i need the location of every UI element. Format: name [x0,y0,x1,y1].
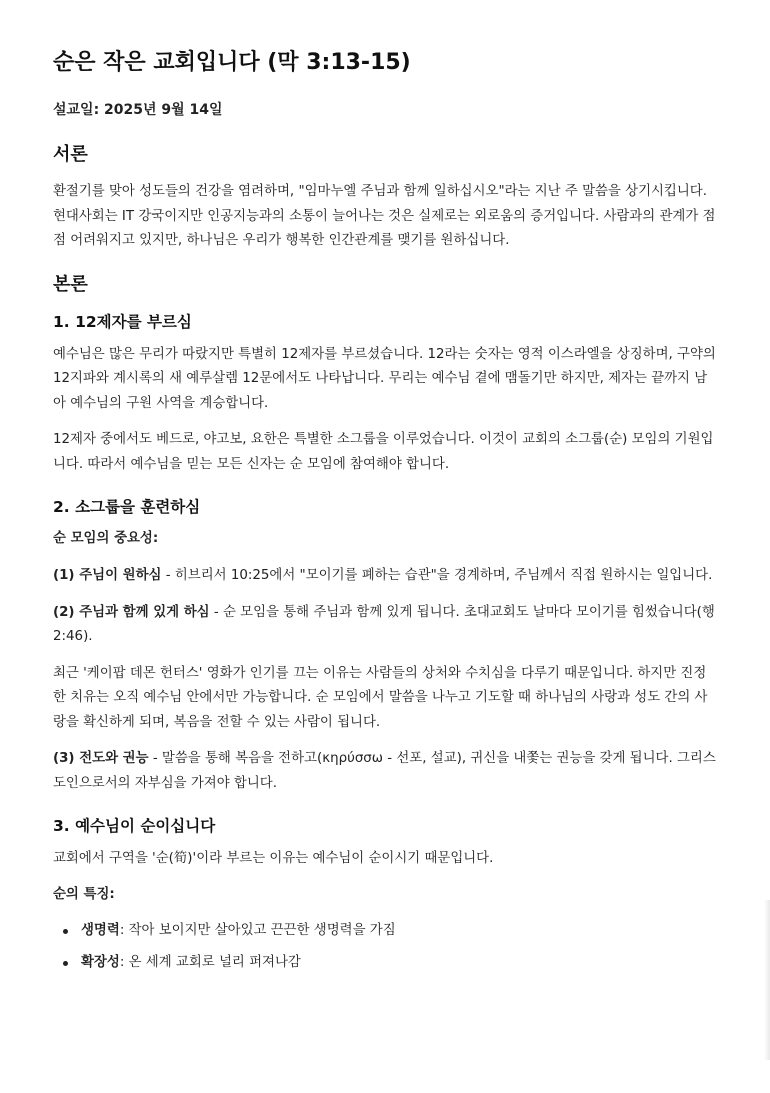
point-2-label: (2) 주님과 함께 있게 하심 [53,604,210,620]
point-1 [53,564,717,589]
section3-heading: 3. 예수님이 순이십니다 [53,817,216,835]
list-item [81,920,717,942]
point-3-text: - 말씀을 통해 복음을 전하고(κηρύσσω - 선포, 설교), 귀신을 내쫓는 권능을 갖게 됩니다. 그리스도인으로서의 자부심을 가져야 합니다. [53,751,716,791]
page-title: 순은 작은 교회입니다 (막 3:13-15) [53,50,411,75]
features-list [53,920,717,974]
feature-text: : 작아 보이지만 살아있고 끈끈한 생명력을 가짐 [119,922,396,938]
feature-term: 생명력 [81,922,120,938]
section3-paragraph: 교회에서 구역을 '순(筍)'이라 부르는 이유는 예수님이 순이시기 때문입니다. [53,851,494,866]
point-3-label: (3) 전도와 권능 [53,751,149,766]
feature-term: 확장성 [81,954,120,970]
section2-subheading: 순 모임의 중요성: [53,531,159,546]
intro-paragraph: 환절기를 맞아 성도들의 건강을 염려하며, "임마누엘 주님과 함께 일하십시오"라는 지난 주 말씀을 상기시킵니다. 현대사회는 IT 강국이지만 인공지능과의 소통이 늘어나는 것은 실제로는 외로움의 증거입니다. 사람과의 관계가 점점 어려워지고 있지만, 하나님은 우리가 행복한 인간관계를 맺기를 원하십니다. [53,184,716,248]
section1-heading: 1. 12제자를 부르심 [53,312,192,331]
point-1-text: - 히브리서 10:25에서 "모이기를 폐하는 습관"을 경계하며, 주님께서 직접 원하시는 일입니다. [161,568,713,583]
feature-text: : 온 세계 교회로 널리 퍼져나감 [119,954,301,970]
list-item [81,952,717,974]
body-heading: 본론 [53,273,88,295]
sermon-date: 설교일: 2025년 9월 14일 [53,102,223,118]
point-1-label: (1) 주님이 원하심 [53,568,162,583]
point-2-text: - 순 모임을 통해 주님과 함께 있게 됩니다. 초대교회도 날마다 모이기를 힘썼습니다(행 2:46). [53,604,715,644]
section1-paragraph-2: 12제자 중에서도 베드로, 야고보, 요한은 특별한 소그룹을 이루었습니다. 이것이 교회의 소그룹(순) 모임의 기원입니다. 따라서 예수님을 믿는 모든 신자는 순 모임에 참여해야 합니다. [53,432,714,472]
section2-middle-paragraph: 최근 '케이팝 데몬 헌터스' 영화가 인기를 끄는 이유는 사람들의 상처와 수치심을 다루기 때문입니다. 하지만 진정한 치유는 오직 예수님 안에서만 가능합니다. 순 모임에서 말씀을 나누고 기도할 때 하나님의 사랑과 성도 간의 사랑을 확신하게 되며, 복음을 전할 수 있는 사람이 됩니다. [53,665,708,730]
point-3 [53,747,717,796]
section2-heading: 2. 소그룹을 훈련하심 [53,498,201,516]
scrollbar-shadow [764,900,770,1060]
section1-paragraph-1: 예수님은 많은 무리가 따랐지만 특별히 12제자를 부르셨습니다. 12라는 숫자는 영적 이스라엘을 상징하며, 구약의 12지파와 계시록의 새 예루살렘 12문에서도 나타납니다. 무리는 예수님 곁에 맴돌기만 하지만, 제자는 끝까지 남아 예수님의 구원 사역을 계승합니다. [53,346,716,411]
section3-subheading: 순의 특징: [53,886,115,902]
point-2 [53,601,717,650]
intro-heading: 서론 [53,144,88,165]
